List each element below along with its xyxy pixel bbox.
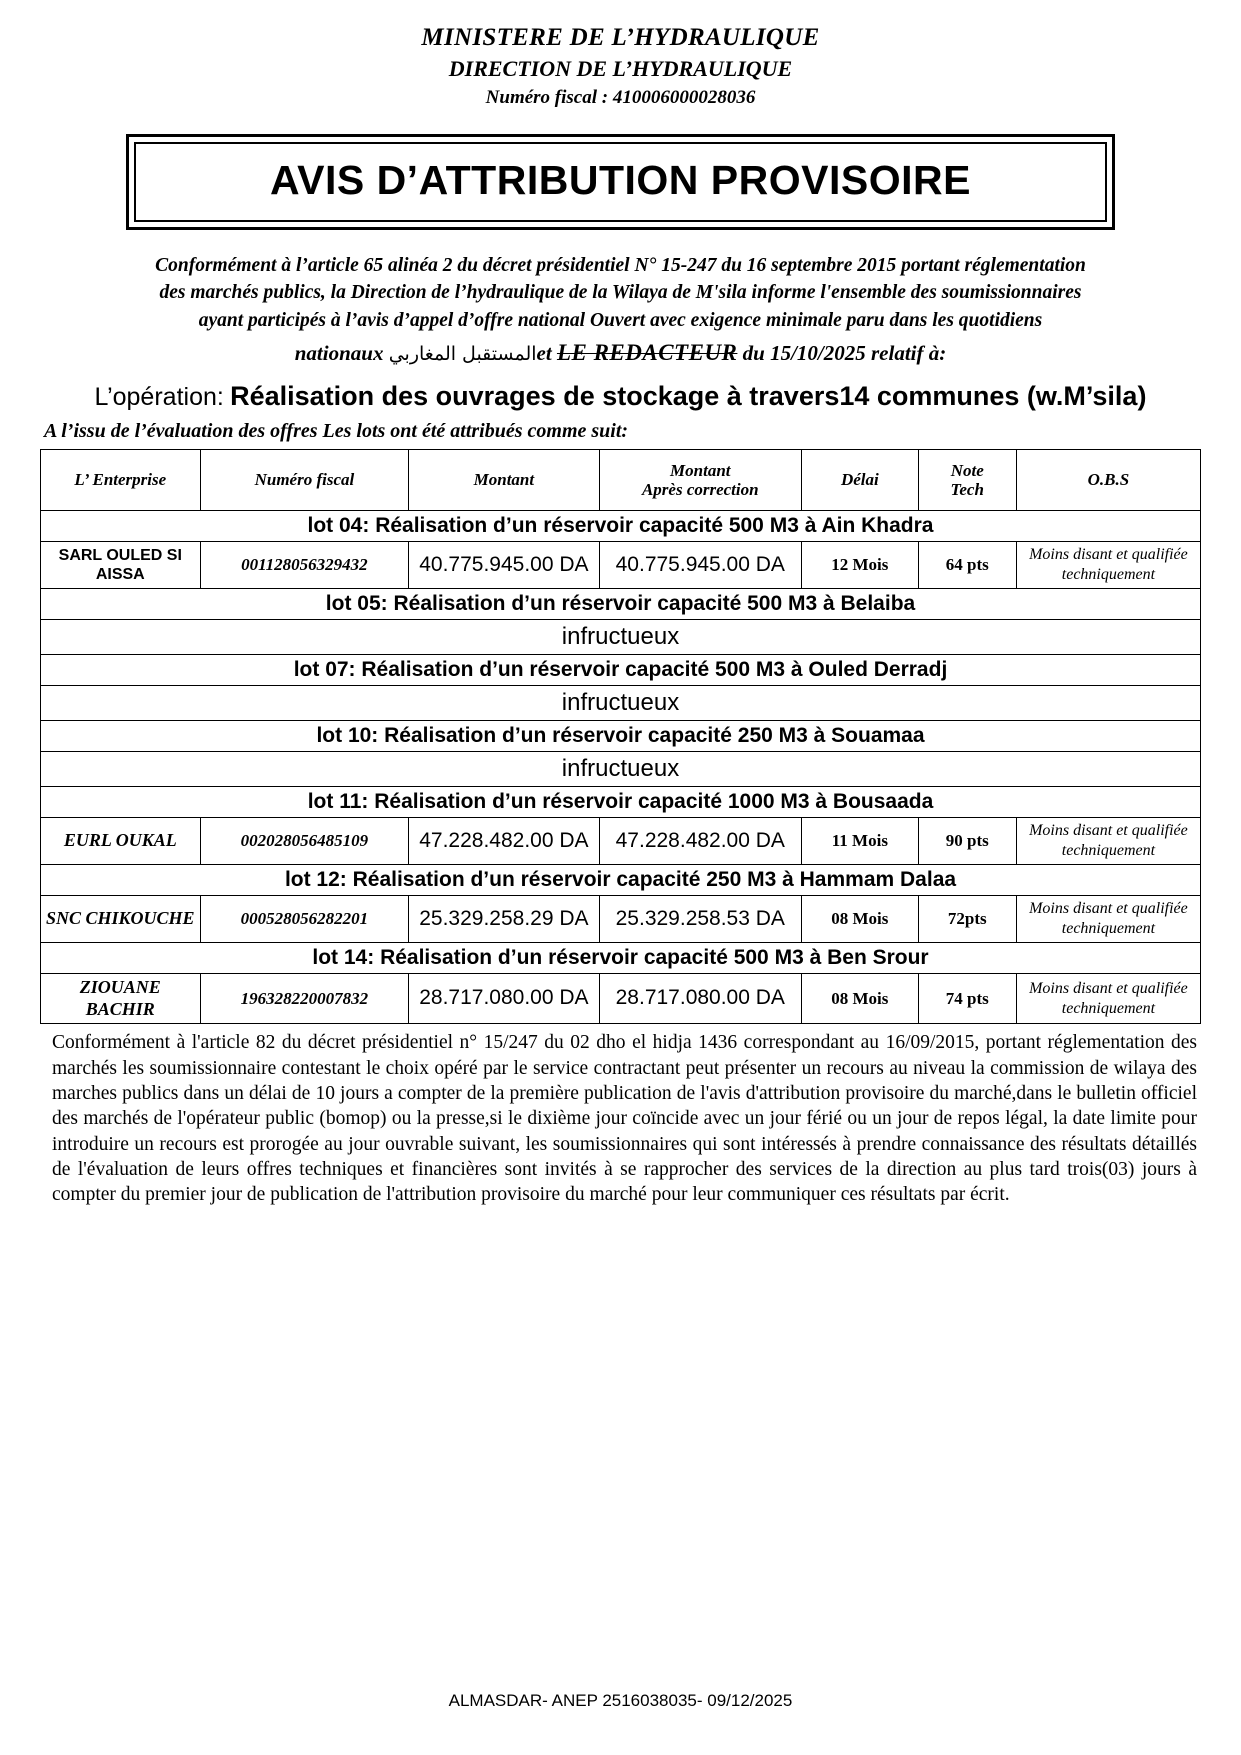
title-box-inner <box>134 142 1107 222</box>
cell-delai: 08 Mois <box>802 896 919 943</box>
lot-header-row <box>41 943 1201 974</box>
operation-label: L’opération: <box>94 383 224 412</box>
cell-montant-corrige: 47.228.482.00 DA <box>599 818 802 865</box>
cell-entreprise: ZIOUANE BACHIR <box>41 974 201 1024</box>
intro-nationaux-label: nationaux <box>294 340 389 365</box>
intro-et: et <box>536 340 557 365</box>
cell-montant: 28.717.080.00 DA <box>409 974 599 1024</box>
cell-delai: 11 Mois <box>802 818 919 865</box>
lot-title: lot 14: Réalisation d’un réservoir capacité 500 M3 à Ben Srour <box>41 943 1201 974</box>
cell-entreprise: EURL OUKAL <box>41 818 201 865</box>
cell-status: infructueux <box>41 752 1201 787</box>
cell-montant: 40.775.945.00 DA <box>409 542 599 589</box>
lots-table <box>40 449 1201 1024</box>
cell-fiscal: 002028056485109 <box>200 818 409 865</box>
direction-name: DIRECTION DE L’HYDRAULIQUE <box>448 56 793 82</box>
table-row <box>41 542 1201 589</box>
evaluation-note: A l’issu de l’évaluation des offres Les lots ont été attribués comme suit: <box>44 420 629 443</box>
document-header <box>40 22 1201 110</box>
intro-line-1: Conformément à l’article 65 alinéa 2 du décret présidentiel N° 15-247 du 16 septembre 2015 portant réglementation <box>155 254 1086 276</box>
title-box <box>126 134 1115 230</box>
cell-obs: Moins disant et qualifiée techniquement <box>1016 542 1200 589</box>
legal-paragraph: Conformément à l'article 82 du décret présidentiel n° 15/247 du 02 dho el hidja 1436 correspondant au 16/09/2015, portant réglementation des marchés les soumissionnaire contestant le choix opéré par le service contractant peut présenter un recours au niveau la commission de wilaya des marches publics dans un délai de 10 jours a compter de la première publication de l'avis d'attribution provisoire du marché,dans le bulletin officiel des marchés de l'opérateur public (bomop) ou la presse,si le dixième jour coïncide avec un jour férié ou un jour de repos légal, la date limite pour introduire un recours est prorogée au jour ouvrable suivant, les soumissionnaires qui sont intéressés à prendre connaissance des résultats détaillés de l'évaluation de leurs offres techniques et financières sont invités à se rapprocher des services de la direction au plus tard trois(03) jours à compter du premier jour de publication de l'attribution provisoire du marché pour leur communiquer ces résultats par écrit. <box>52 1032 1197 1206</box>
page-title: AVIS D’ATTRIBUTION PROVISOIRE <box>270 156 971 203</box>
cell-status: infructueux <box>41 686 1201 721</box>
table-row <box>41 686 1201 721</box>
cell-fiscal: 196328220007832 <box>200 974 409 1024</box>
fiscal-number: Numéro fiscal : 410006000028036 <box>485 86 756 108</box>
col-header-fiscal: Numéro fiscal <box>200 450 409 511</box>
lot-title: lot 12: Réalisation d’un réservoir capacité 250 M3 à Hammam Dalaa <box>41 865 1201 896</box>
cell-fiscal: 001128056329432 <box>200 542 409 589</box>
cell-note: 64 pts <box>918 542 1016 589</box>
lot-title: lot 07: Réalisation d’un réservoir capacité 500 M3 à Ouled Derradj <box>41 655 1201 686</box>
cell-montant-corrige: 28.717.080.00 DA <box>599 974 802 1024</box>
col-header-obs: O.B.S <box>1016 450 1200 511</box>
col-header-montant-corrige <box>599 450 802 511</box>
table-body <box>41 511 1201 1024</box>
ministry-name: MINISTERE DE L’HYDRAULIQUE <box>421 24 820 51</box>
lot-header-row <box>41 655 1201 686</box>
operation-line <box>40 381 1201 412</box>
lot-header-row <box>41 589 1201 620</box>
table-row <box>41 818 1201 865</box>
cell-montant-corrige: 25.329.258.53 DA <box>599 896 802 943</box>
lot-title: lot 04: Réalisation d’un réservoir capacité 500 M3 à Ain Khadra <box>41 511 1201 542</box>
cell-obs: Moins disant et qualifiée techniquement <box>1016 974 1200 1024</box>
cell-note: 74 pts <box>918 974 1016 1024</box>
cell-entreprise: SARL OULED SI AISSA <box>41 542 201 589</box>
cell-status: infructueux <box>41 620 1201 655</box>
cell-fiscal: 000528056282201 <box>200 896 409 943</box>
newspaper-name-arabic: المستقبل المغاربي <box>388 342 537 365</box>
table-row <box>41 752 1201 787</box>
lot-header-row <box>41 511 1201 542</box>
table-head <box>41 450 1201 511</box>
table-row <box>41 974 1201 1024</box>
col-header-note-line2: Tech <box>950 480 984 500</box>
col-header-note-line1: Note <box>950 460 984 480</box>
cell-delai: 12 Mois <box>802 542 919 589</box>
col-header-entreprise: L’ Enterprise <box>41 450 201 511</box>
col-header-montant: Montant <box>409 450 599 511</box>
intro-line-4 <box>64 337 1177 370</box>
table-row <box>41 620 1201 655</box>
cell-montant: 47.228.482.00 DA <box>409 818 599 865</box>
col-header-montant-corrige-line1: Montant <box>670 460 731 480</box>
lot-title: lot 10: Réalisation d’un réservoir capacité 250 M3 à Souamaa <box>41 721 1201 752</box>
col-header-delai: Délai <box>802 450 919 511</box>
cell-montant: 25.329.258.29 DA <box>409 896 599 943</box>
cell-note: 72pts <box>918 896 1016 943</box>
lot-header-row <box>41 721 1201 752</box>
lot-title: lot 05: Réalisation d’un réservoir capacité 500 M3 à Belaiba <box>41 589 1201 620</box>
newspaper-name-redacteur: LE REDACTEUR <box>556 339 738 365</box>
lot-title: lot 11: Réalisation d’un réservoir capacité 1000 M3 à Bousaada <box>41 787 1201 818</box>
cell-montant-corrige: 40.775.945.00 DA <box>599 542 802 589</box>
cell-entreprise: SNC CHIKOUCHE <box>41 896 201 943</box>
intro-date-suffix: du 15/10/2025 relatif à: <box>737 340 947 365</box>
table-row <box>41 896 1201 943</box>
cell-note: 90 pts <box>918 818 1016 865</box>
col-header-note <box>918 450 1016 511</box>
lot-header-row <box>41 787 1201 818</box>
operation-value: Réalisation des ouvrages de stockage à travers14 communes (w.M’sila) <box>230 381 1147 412</box>
cell-delai: 08 Mois <box>802 974 919 1024</box>
cell-obs: Moins disant et qualifiée techniquement <box>1016 896 1200 943</box>
intro-paragraph <box>64 252 1177 370</box>
table-header-row <box>41 450 1201 511</box>
anep-reference: ALMASDAR- ANEP 2516038035- 09/12/2025 <box>448 1691 793 1710</box>
cell-obs: Moins disant et qualifiée techniquement <box>1016 818 1200 865</box>
intro-line-3: ayant participés à l’avis d’appel d’offre national Ouvert avec exigence minimale paru dans les quotidiens <box>198 309 1043 331</box>
intro-line-2: des marchés publics, la Direction de l’hydraulique de la Wilaya de M'sila informe l'ensemble des soumissionnaires <box>159 282 1082 304</box>
lot-header-row <box>41 865 1201 896</box>
col-header-montant-corrige-line2: Après correction <box>641 480 759 500</box>
